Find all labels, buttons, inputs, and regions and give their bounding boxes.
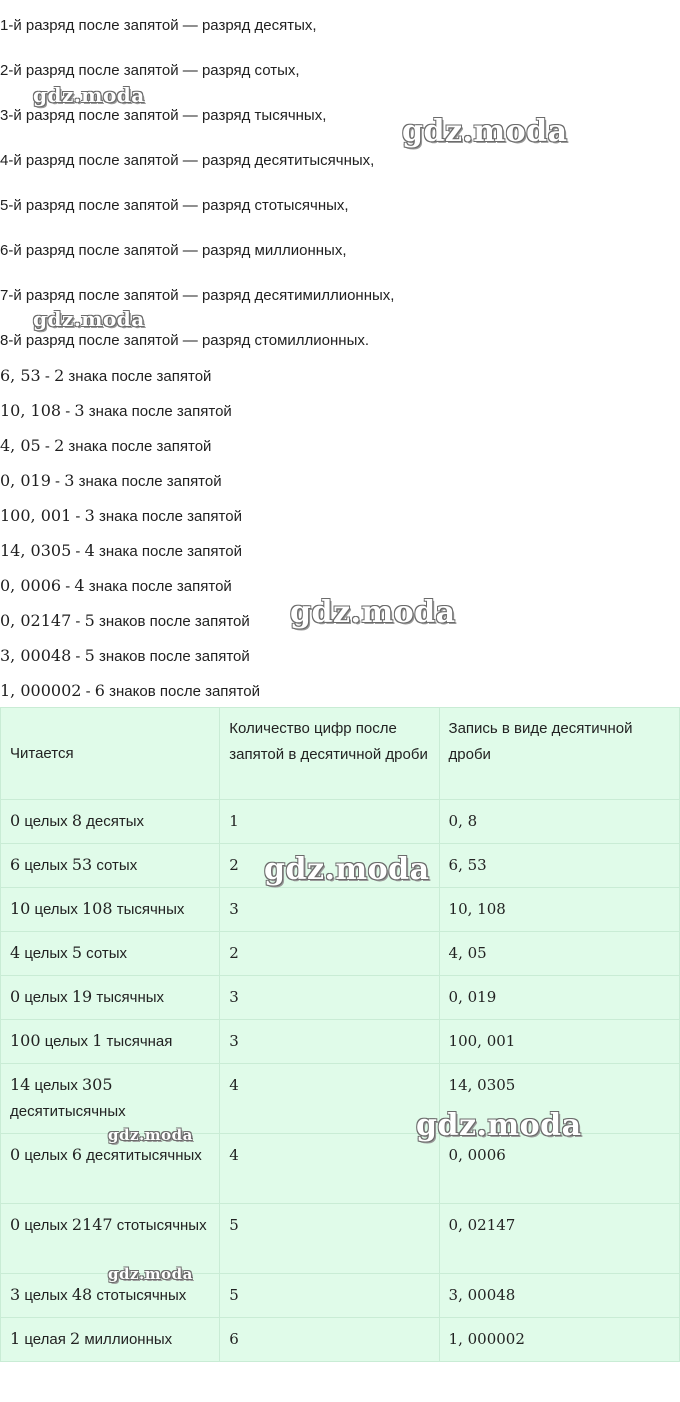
reads-as-cell: 3 целых 48 стотысячных [1, 1274, 220, 1318]
watermark-logo: gdz.moda [108, 1126, 193, 1144]
digit-count-cell: 2 [220, 844, 439, 888]
separator: - [71, 508, 85, 525]
decimal-cell: 0, 0006 [439, 1134, 679, 1204]
count-text: знака после запятой [94, 543, 242, 560]
decimal-cell: 0, 8 [439, 800, 679, 844]
decimal-cell: 14, 0305 [439, 1064, 679, 1134]
count-text: знака после запятой [74, 473, 222, 490]
reads-as-cell: 6 целых 53 сотых [1, 844, 220, 888]
decimal-count-line [0, 576, 232, 597]
digit-count: 3 [74, 401, 85, 420]
decimal-cell: 1, 000002 [439, 1318, 679, 1362]
table-header-row [1, 708, 680, 800]
decimal-count-line [0, 646, 250, 667]
digit-count: 3 [64, 471, 75, 490]
watermark-logo: gdz.moda [264, 852, 430, 887]
digit-count-cell: 2 [220, 932, 439, 976]
decimal-count-line [0, 541, 242, 562]
table-row [1, 888, 680, 932]
reads-as-cell: 14 целых 305 десятитысячных [1, 1064, 220, 1134]
digit-count-cell: 4 [220, 1134, 439, 1204]
rank-line: 3-й разряд после запятой — разряд тысячных, [0, 107, 327, 124]
reads-as-cell: 0 целых 6 десятитысячных [1, 1134, 220, 1204]
decimal-number: 0, 02147 [0, 611, 72, 630]
rank-line: 6-й разряд после запятой — разряд миллионных, [0, 242, 347, 259]
digit-count-cell: 3 [220, 1020, 439, 1064]
watermark-logo: gdz.moda [290, 595, 456, 630]
decimal-count-line [0, 366, 211, 387]
decimal-count-line [0, 471, 222, 492]
decimal-number: 0, 0006 [0, 576, 62, 595]
count-text: знака после запятой [64, 368, 212, 385]
decimal-count-line [0, 401, 232, 422]
table-row [1, 1064, 680, 1134]
table-row [1, 1020, 680, 1064]
reads-as-cell: 0 целых 2147 стотысячных [1, 1204, 220, 1274]
digit-count: 2 [54, 366, 65, 385]
decimal-number: 100, 001 [0, 506, 72, 525]
rank-line: 7-й разряд после запятой — разряд десятимиллионных, [0, 287, 395, 304]
decimal-cell: 4, 05 [439, 932, 679, 976]
digit-count: 6 [94, 681, 105, 700]
separator: - [40, 438, 55, 455]
header-decimal-notation: Запись в виде десятичной дроби [439, 708, 679, 800]
digit-count-cell: 3 [220, 888, 439, 932]
table-row [1, 1134, 680, 1204]
decimal-number: 14, 0305 [0, 541, 72, 560]
table-row [1, 932, 680, 976]
decimal-number: 6, 53 [0, 366, 41, 385]
rank-line: 4-й разряд после запятой — разряд десятитысячных, [0, 152, 375, 169]
separator: - [71, 648, 85, 665]
rank-line: 1-й разряд после запятой — разряд десятых, [0, 17, 317, 34]
watermark-logo: gdz.moda [402, 114, 568, 149]
separator: - [71, 543, 85, 560]
reads-as-cell: 0 целых 8 десятых [1, 800, 220, 844]
reads-as-cell: 4 целых 5 сотых [1, 932, 220, 976]
table-row [1, 1274, 680, 1318]
decimal-count-line [0, 611, 250, 632]
decimal-cell: 10, 108 [439, 888, 679, 932]
decimal-cell: 100, 001 [439, 1020, 679, 1064]
decimal-cell: 6, 53 [439, 844, 679, 888]
separator: - [71, 613, 85, 630]
digit-count-cell: 5 [220, 1274, 439, 1318]
digit-count-cell: 6 [220, 1318, 439, 1362]
separator: - [81, 683, 95, 700]
count-text: знака после запятой [64, 438, 212, 455]
digit-count: 5 [84, 646, 95, 665]
count-text: знаков после запятой [94, 648, 250, 665]
digit-count-cell: 3 [220, 976, 439, 1020]
reads-as-cell: 1 целая 2 миллионных [1, 1318, 220, 1362]
digit-count-cell: 5 [220, 1204, 439, 1274]
decimal-number: 0, 019 [0, 471, 51, 490]
watermark-logo: gdz.moda [108, 1265, 193, 1283]
reads-as-cell: 100 целых 1 тысячная [1, 1020, 220, 1064]
decimal-number: 10, 108 [0, 401, 62, 420]
reads-as-cell: 0 целых 19 тысячных [1, 976, 220, 1020]
decimal-count-line [0, 436, 211, 457]
count-text: знака после запятой [84, 403, 232, 420]
digit-count: 4 [84, 541, 95, 560]
header-reads-as: Читается [1, 708, 220, 800]
decimal-number: 1, 000002 [0, 681, 82, 700]
decimal-number: 4, 05 [0, 436, 41, 455]
count-text: знака после запятой [84, 578, 232, 595]
digit-count: 2 [54, 436, 65, 455]
separator: - [61, 403, 75, 420]
digit-count-cell: 4 [220, 1064, 439, 1134]
rank-line: 5-й разряд после запятой — разряд стотысячных, [0, 197, 349, 214]
table-row [1, 800, 680, 844]
digit-count: 4 [74, 576, 85, 595]
rank-line: 8-й разряд после запятой — разряд стомиллионных. [0, 332, 370, 349]
table-row [1, 976, 680, 1020]
separator: - [50, 473, 65, 490]
count-text: знаков после запятой [94, 613, 250, 630]
table-row [1, 844, 680, 888]
table-row [1, 1318, 680, 1362]
watermark-logo: gdz.moda [33, 307, 145, 331]
separator: - [61, 578, 75, 595]
header-digit-count: Количество цифр после запятой в десятичной дроби [220, 708, 439, 800]
digit-count: 3 [84, 506, 95, 525]
count-text: знаков после запятой [104, 683, 260, 700]
watermark-logo: gdz.moda [416, 1108, 582, 1143]
decimal-cell: 0, 019 [439, 976, 679, 1020]
count-text: знака после запятой [94, 508, 242, 525]
table-row [1, 1204, 680, 1274]
decimal-conversion-table [0, 707, 680, 1362]
rank-line: 2-й разряд после запятой — разряд сотых, [0, 62, 300, 79]
separator: - [40, 368, 55, 385]
digit-count-cell: 1 [220, 800, 439, 844]
decimal-count-line [0, 506, 242, 527]
decimal-count-line [0, 681, 260, 702]
decimal-cell: 3, 00048 [439, 1274, 679, 1318]
digit-count: 5 [84, 611, 95, 630]
decimal-cell: 0, 02147 [439, 1204, 679, 1274]
reads-as-cell: 10 целых 108 тысячных [1, 888, 220, 932]
watermark-logo: gdz.moda [33, 83, 145, 107]
decimal-number: 3, 00048 [0, 646, 72, 665]
